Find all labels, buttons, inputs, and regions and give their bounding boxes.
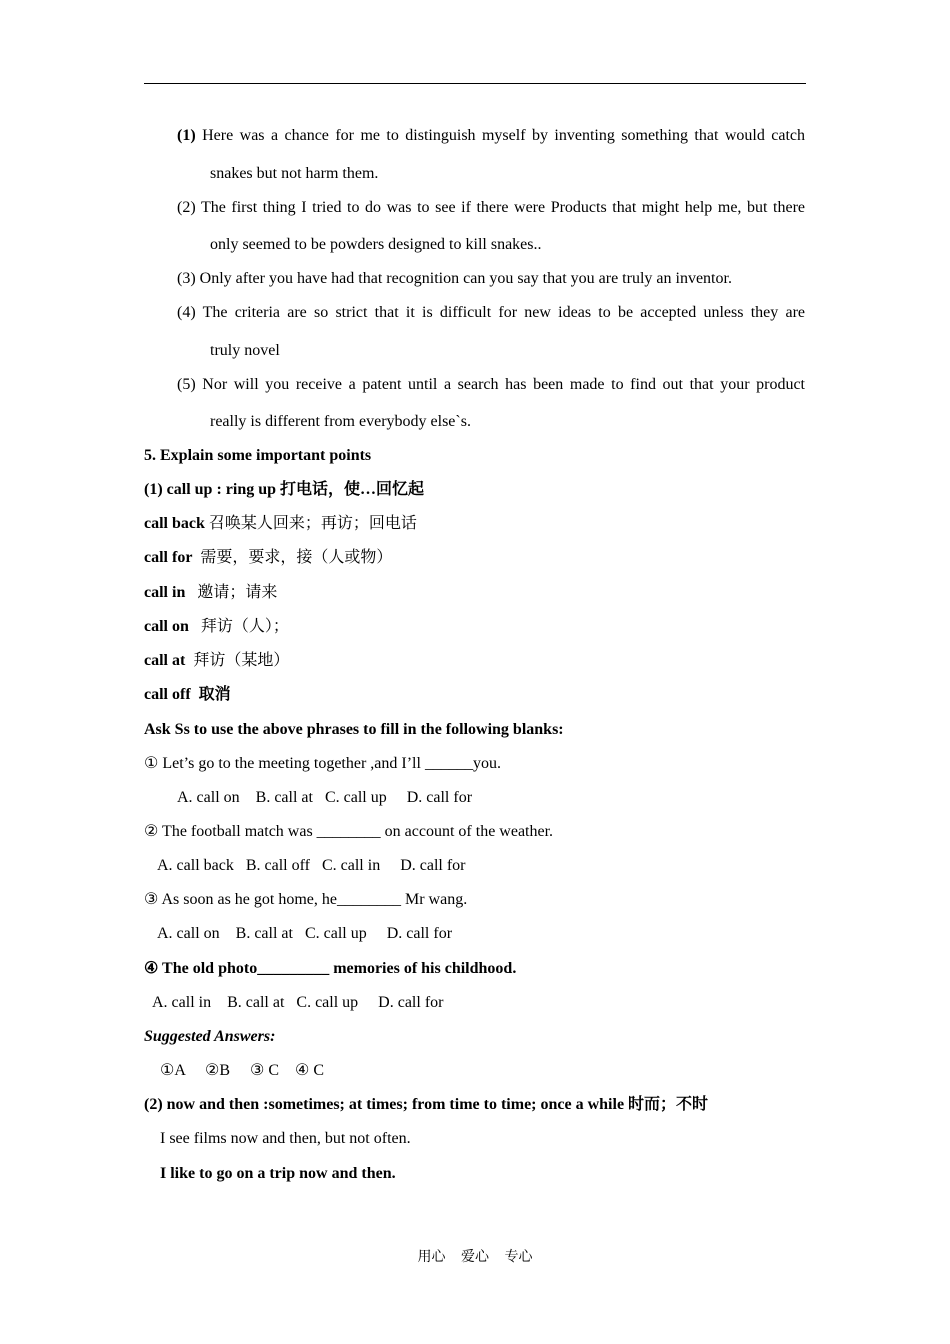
sentence-1-text: Here was a chance for me to distinguish myself by inventing something that would catch bbox=[202, 127, 806, 144]
sentence-3: (3) Only after you have had that recognition can you say that you are truly an inventor. bbox=[177, 270, 732, 287]
question-1-stem: ① Let’s go to the meeting together ,and I’ll ______you. bbox=[144, 755, 501, 772]
phrase-call-off bbox=[144, 685, 231, 705]
phrase-term: call back bbox=[144, 515, 205, 532]
call-up-heading: (1) call up : ring up 打电话，使…回忆起 bbox=[144, 481, 425, 498]
phrase-term: call off bbox=[144, 686, 191, 703]
phrase-term: call at bbox=[144, 652, 186, 669]
question-1-options: A. call on B. call at C. call up D. call for bbox=[177, 789, 473, 806]
page-footer: 用心 爱心 专心 bbox=[417, 1250, 533, 1265]
sentence-2-line-1: (2) The first thing I tried to do was to see if there were Products that might help me, but there bbox=[177, 199, 805, 216]
sentence-1-line-1 bbox=[177, 126, 805, 146]
phrase-meaning: 需要，要求，接（人或物） bbox=[200, 549, 393, 566]
phrase-call-at bbox=[144, 651, 289, 671]
phrase-meaning: 邀请；请来 bbox=[197, 584, 278, 601]
header-rule bbox=[144, 83, 806, 84]
question-4-options: A. call in B. call at C. call up D. call for bbox=[152, 994, 444, 1011]
sentence-4-line-2: truly novel bbox=[210, 342, 280, 359]
example-sentence-1: I see films now and then, but not often. bbox=[160, 1130, 411, 1147]
phrase-meaning: 拜访（人）； bbox=[200, 618, 289, 635]
answers-label: Suggested Answers: bbox=[144, 1028, 276, 1045]
task-instruction: Ask Ss to use the above phrases to fill in the following blanks: bbox=[144, 721, 564, 738]
sentence-2-line-2: only seemed to be powders designed to kill snakes.. bbox=[210, 236, 542, 253]
phrase-meaning: 取消 bbox=[198, 686, 231, 703]
sentence-1-line-2: snakes but not harm them. bbox=[210, 165, 379, 182]
sentence-1-number: (1) bbox=[177, 127, 196, 144]
phrase-term: call in bbox=[144, 584, 186, 601]
answers-text: ①A ②B ③ C ④ C bbox=[160, 1062, 325, 1079]
phrase-call-for bbox=[144, 548, 392, 568]
phrase-call-on bbox=[144, 617, 289, 637]
sentence-5-line-1: (5) Nor will you receive a patent until a search has been made to find out that your product bbox=[177, 376, 805, 393]
now-and-then-heading: (2) now and then :sometimes; at times; from time to time; once a while 时而；不时 bbox=[144, 1096, 709, 1113]
question-2-stem: ② The football match was ________ on account of the weather. bbox=[144, 823, 554, 840]
example-sentence-2: I like to go on a trip now and then. bbox=[160, 1165, 396, 1182]
phrase-term: call on bbox=[144, 618, 189, 635]
question-3-options: A. call on B. call at C. call up D. call for bbox=[157, 925, 453, 942]
phrase-call-back bbox=[144, 514, 417, 534]
phrase-call-in bbox=[144, 583, 277, 603]
phrase-meaning: 拜访（某地） bbox=[193, 652, 290, 669]
sentence-4-line-1: (4) The criteria are so strict that it is difficult for new ideas to be accepted unless they are bbox=[177, 304, 805, 321]
sentence-5-line-2: really is different from everybody else`s. bbox=[210, 413, 471, 430]
question-4-stem: ④ The old photo_________ memories of his childhood. bbox=[144, 960, 517, 977]
section-5-heading: 5. Explain some important points bbox=[144, 447, 372, 464]
question-3-stem: ③ As soon as he got home, he________ Mr wang. bbox=[144, 891, 468, 908]
phrase-term: call for bbox=[144, 549, 193, 566]
question-2-options: A. call back B. call off C. call in D. call for bbox=[157, 857, 466, 874]
phrase-meaning: 召唤某人回来；再访；回电话 bbox=[208, 515, 417, 532]
